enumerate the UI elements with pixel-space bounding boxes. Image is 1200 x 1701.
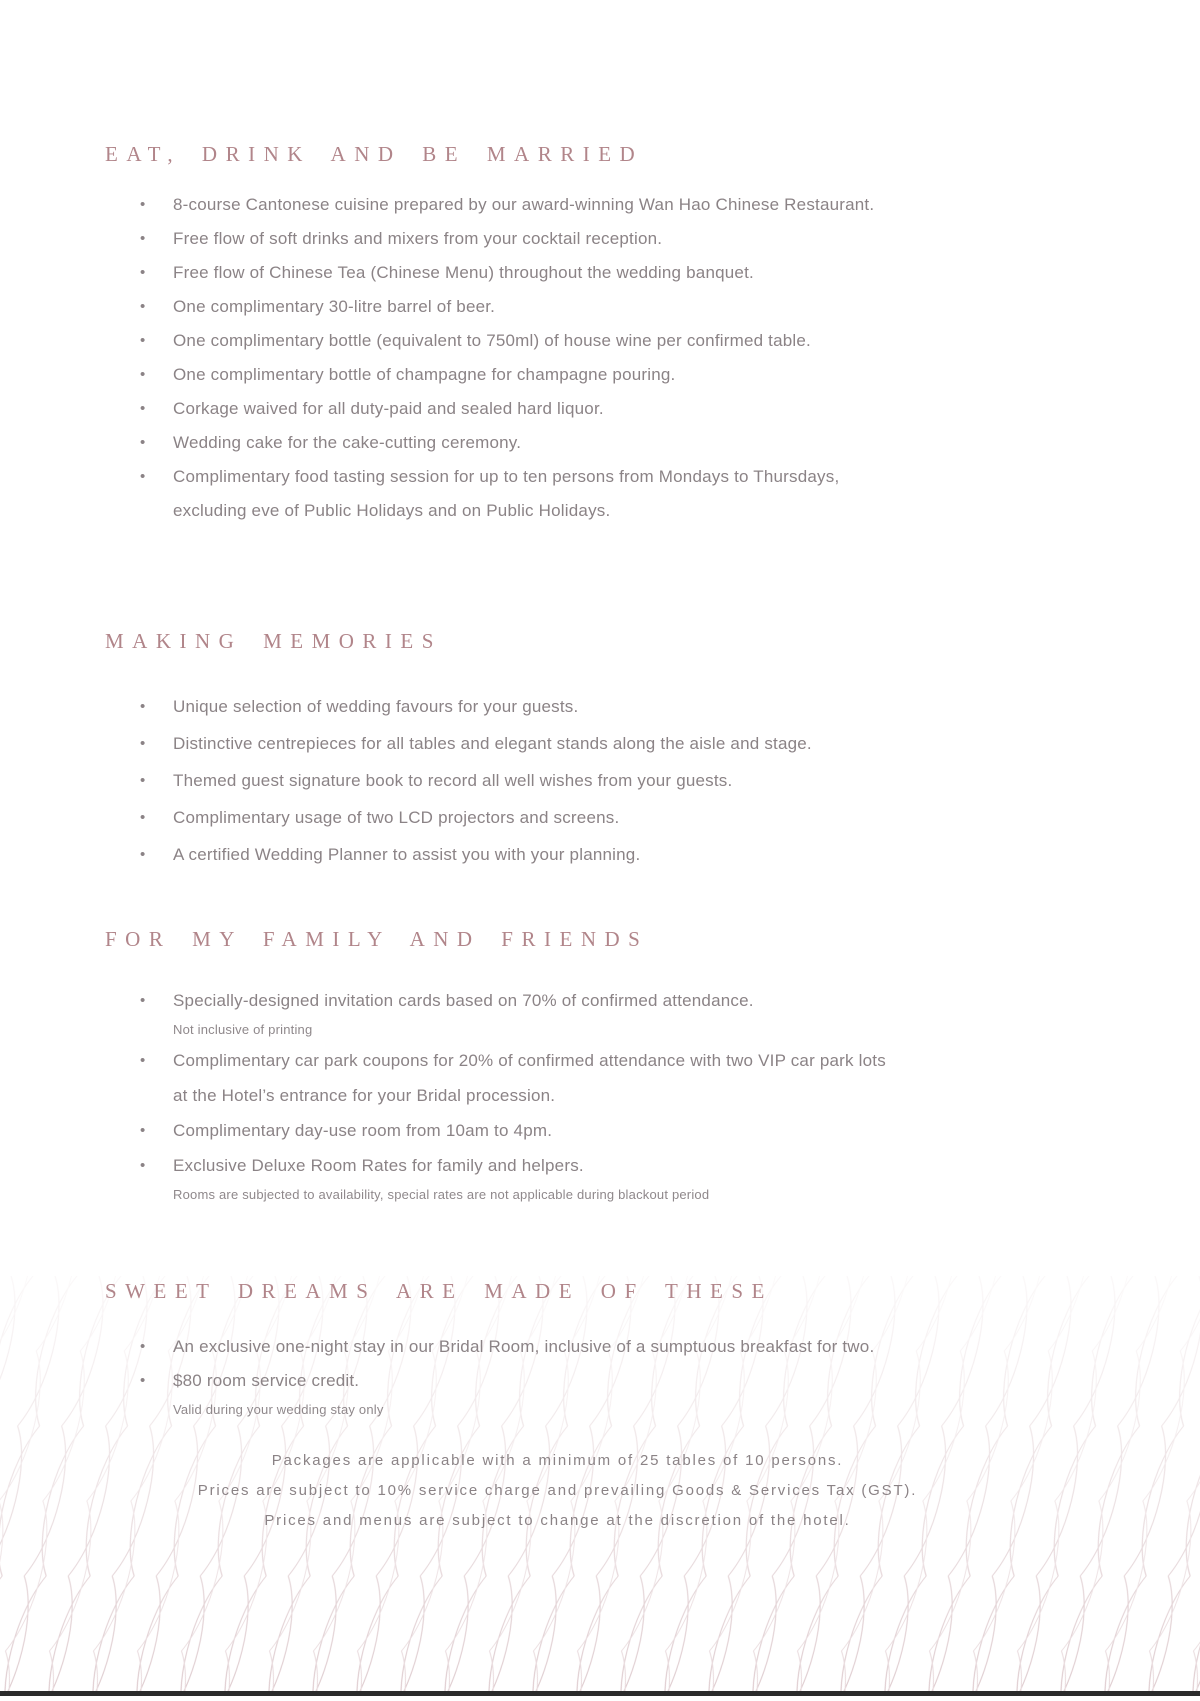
item-text: Themed guest signature book to record all well wishes from your guests. bbox=[173, 771, 733, 790]
item-text-line2: at the Hotel’s entrance for your Bridal procession. bbox=[173, 1086, 556, 1105]
section-heading-making-memories: MAKING MEMORIES bbox=[105, 629, 442, 653]
bullet-icon: • bbox=[140, 196, 146, 213]
item-text: Specially-designed invitation cards based on 70% of confirmed attendance. bbox=[173, 991, 754, 1010]
list-item bbox=[140, 1043, 1010, 1113]
item-text: Wedding cake for the cake-cutting ceremony. bbox=[173, 433, 522, 452]
section-list-family-friends bbox=[105, 983, 1010, 1205]
bullet-icon: • bbox=[140, 735, 146, 752]
footer-line: Prices and menus are subject to change at the discretion of the hotel. bbox=[264, 1512, 851, 1529]
section-list-eat-drink bbox=[105, 188, 1010, 528]
bullet-icon: • bbox=[140, 230, 146, 247]
item-text: One complimentary 30-litre barrel of beer. bbox=[173, 297, 496, 316]
bullet-icon: • bbox=[140, 992, 146, 1009]
section-list-sweet-dreams bbox=[105, 1330, 1010, 1420]
bullet-icon: • bbox=[140, 1157, 146, 1174]
section-heading-eat-drink: EAT, DRINK AND BE MARRIED bbox=[105, 142, 644, 166]
bullet-icon: • bbox=[140, 400, 146, 417]
item-text: Corkage waived for all duty-paid and sealed hard liquor. bbox=[173, 399, 604, 418]
item-text-line2: excluding eve of Public Holidays and on Public Holidays. bbox=[173, 501, 611, 520]
list-item bbox=[140, 799, 1010, 836]
item-text: Complimentary car park coupons for 20% of confirmed attendance with two VIP car park lots bbox=[173, 1051, 886, 1070]
list-item bbox=[140, 426, 1010, 460]
item-text: One complimentary bottle of champagne for champagne pouring. bbox=[173, 365, 676, 384]
list-item bbox=[140, 1364, 1010, 1398]
item-text: One complimentary bottle (equivalent to 750ml) of house wine per confirmed table. bbox=[173, 331, 811, 350]
footer-line: Prices are subject to 10% service charge and prevailing Goods & Services Tax (GST). bbox=[197, 1482, 918, 1499]
bullet-icon: • bbox=[140, 264, 146, 281]
bullet-icon: • bbox=[140, 809, 146, 826]
page-bottom-edge bbox=[0, 1691, 1200, 1696]
item-text: Complimentary usage of two LCD projectors and screens. bbox=[173, 808, 620, 827]
list-item bbox=[140, 222, 1010, 256]
item-text: Complimentary food tasting session for up to ten persons from Mondays to Thursdays, bbox=[173, 467, 840, 486]
item-note: Not inclusive of printing bbox=[173, 1022, 313, 1037]
list-item bbox=[140, 188, 1010, 222]
item-note: Rooms are subjected to availability, special rates are not applicable during blackout period bbox=[173, 1187, 710, 1202]
item-text: Free flow of soft drinks and mixers from your cocktail reception. bbox=[173, 229, 663, 248]
item-text: $80 room service credit. bbox=[173, 1371, 360, 1390]
item-text: Free flow of Chinese Tea (Chinese Menu) throughout the wedding banquet. bbox=[173, 263, 754, 282]
list-item bbox=[140, 392, 1010, 426]
list-item bbox=[140, 1330, 1010, 1364]
list-item bbox=[140, 688, 1010, 725]
bullet-icon: • bbox=[140, 434, 146, 451]
bullet-icon: • bbox=[140, 468, 146, 485]
item-text: An exclusive one-night stay in our Bridal Room, inclusive of a sumptuous breakfast for two. bbox=[173, 1337, 875, 1356]
item-text: Distinctive centrepieces for all tables and elegant stands along the aisle and stage. bbox=[173, 734, 812, 753]
section-heading-sweet-dreams: SWEET DREAMS ARE MADE OF THESE bbox=[105, 1279, 773, 1303]
list-item bbox=[140, 983, 1010, 1018]
list-item bbox=[140, 256, 1010, 290]
item-note: Valid during your wedding stay only bbox=[173, 1402, 384, 1417]
footer-terms bbox=[105, 1446, 1010, 1536]
bullet-icon: • bbox=[140, 366, 146, 383]
bullet-icon: • bbox=[140, 698, 146, 715]
list-item bbox=[140, 324, 1010, 358]
list-item bbox=[140, 762, 1010, 799]
item-text: 8-course Cantonese cuisine prepared by our award-winning Wan Hao Chinese Restaurant. bbox=[173, 195, 875, 214]
bullet-icon: • bbox=[140, 332, 146, 349]
list-item bbox=[140, 1113, 1010, 1148]
bullet-icon: • bbox=[140, 298, 146, 315]
footer-line: Packages are applicable with a minimum of 25 tables of 10 persons. bbox=[271, 1452, 844, 1469]
item-text: Unique selection of wedding favours for your guests. bbox=[173, 697, 579, 716]
section-list-making-memories bbox=[105, 688, 1010, 873]
item-text: Exclusive Deluxe Room Rates for family and helpers. bbox=[173, 1156, 584, 1175]
list-item bbox=[140, 460, 1010, 528]
bullet-icon: • bbox=[140, 846, 146, 863]
bullet-icon: • bbox=[140, 1052, 146, 1069]
list-item bbox=[140, 1148, 1010, 1183]
list-item bbox=[140, 290, 1010, 324]
list-item bbox=[140, 725, 1010, 762]
item-text: A certified Wedding Planner to assist you with your planning. bbox=[173, 845, 641, 864]
item-text: Complimentary day-use room from 10am to 4pm. bbox=[173, 1121, 553, 1140]
bullet-icon: • bbox=[140, 1372, 146, 1389]
section-heading-family-friends: FOR MY FAMILY AND FRIENDS bbox=[105, 927, 649, 951]
bullet-icon: • bbox=[140, 1122, 146, 1139]
list-item bbox=[140, 358, 1010, 392]
list-item bbox=[140, 836, 1010, 873]
bullet-icon: • bbox=[140, 772, 146, 789]
bullet-icon: • bbox=[140, 1338, 146, 1355]
